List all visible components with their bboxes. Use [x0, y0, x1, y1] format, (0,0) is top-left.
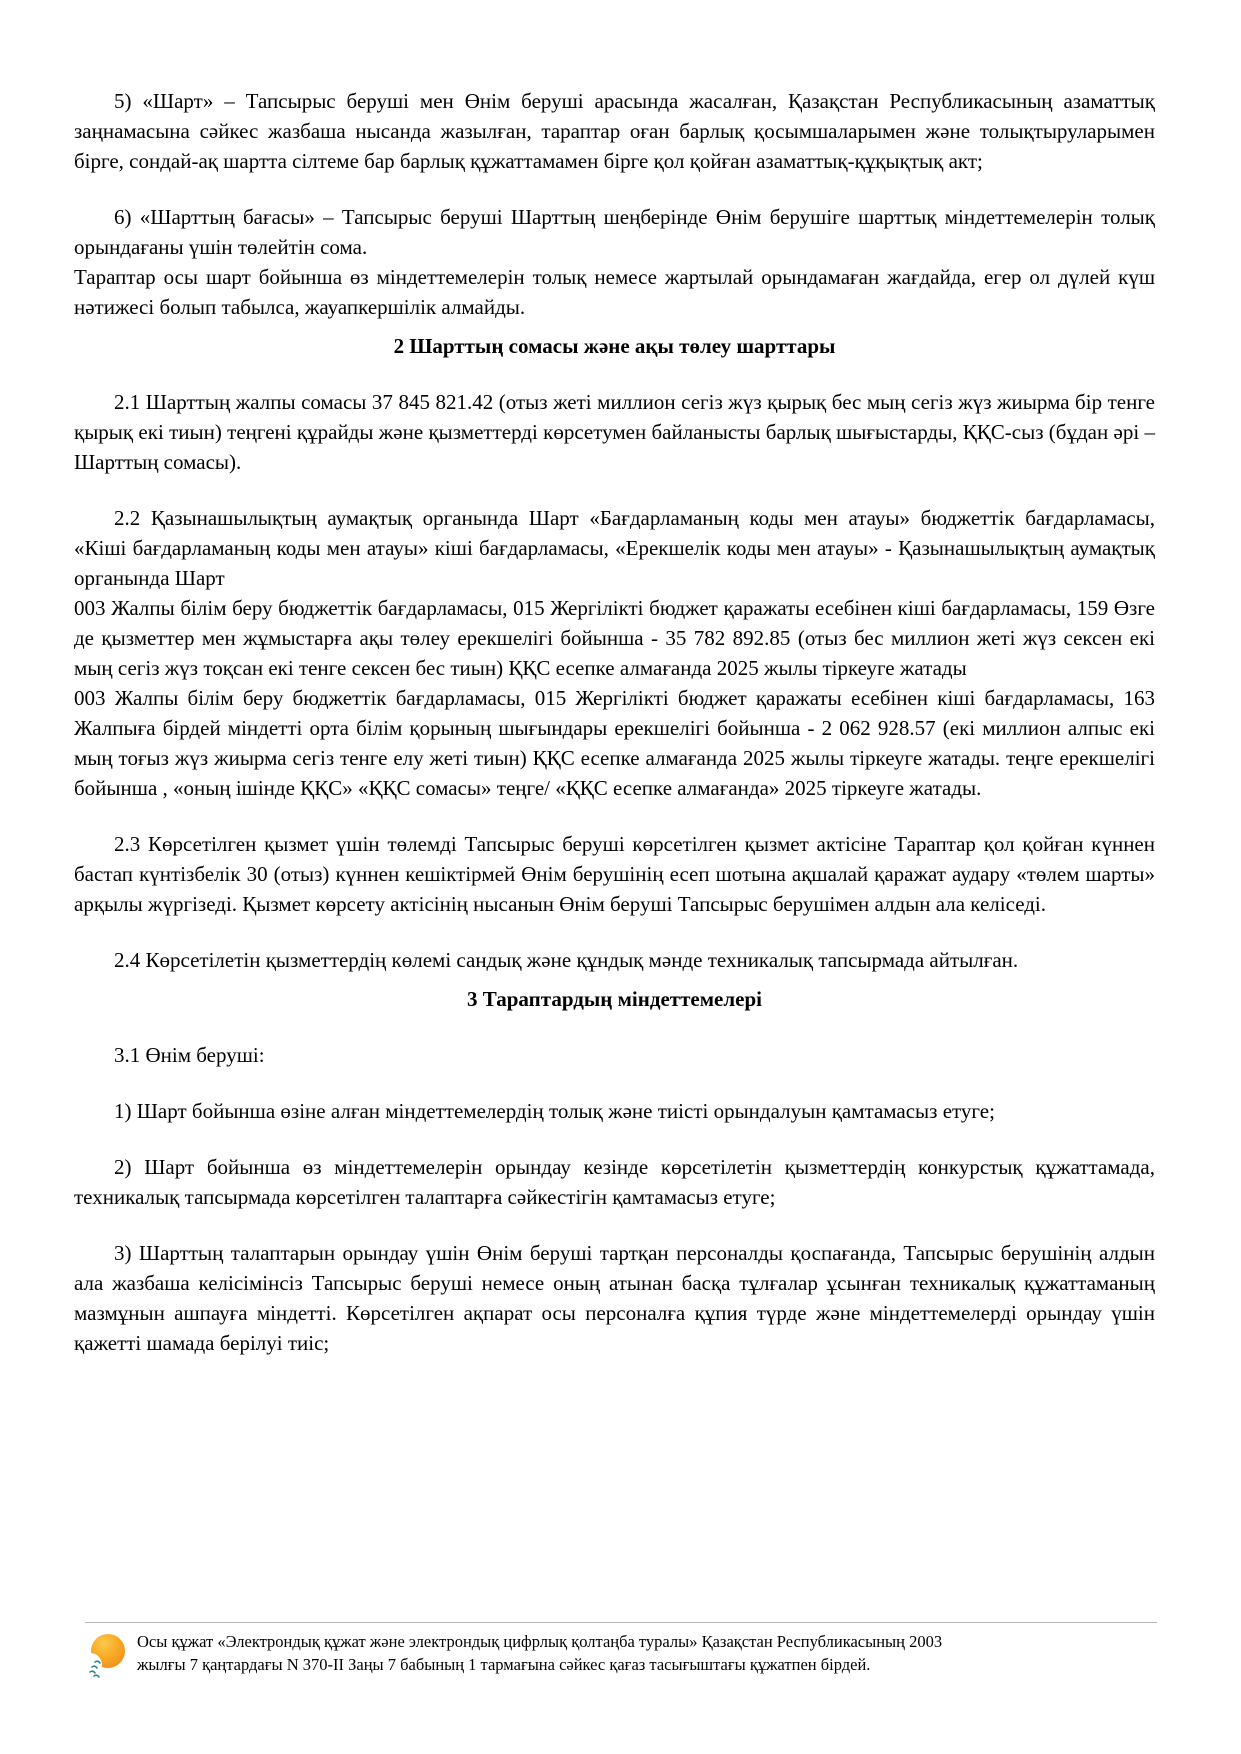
clause-3-1-item-2: 2) Шарт бойынша өз міндеттемелерін орындау кезінде көрсетілетін қызметтердің конкурстық құжаттамада, техникалық тапсырмада көрсетілген талаптарға сәйкестігін қамтамасыз етуге; [74, 1155, 1155, 1209]
clause-2-2-budget-program-159: 003 Жалпы білім беру бюджеттік бағдарламасы, 015 Жергілікті бюджет қаражаты есебінен кіші бағдарламасы, 159 Өзге де қызметтер мен жұмыстарға ақы төлеу ерекшелігі бойынша - 35 782 892.85 (отыз бес миллион жеті жүз сексен екі мың сегіз жүз тоқсан екі тенге сексен бес тиын) ҚҚС есепке алмағанда 2025 жылы тіркеуге жатады [74, 596, 1155, 680]
clause-2-2-treasury-registration: 2.2 Қазынашылықтың аумақтық органында Шарт «Бағдарламаның коды мен атауы» бюджеттік бағдарламасы, «Кіші бағдарламаның коды мен атауы» кіші бағдарламасы, «Ерекшелік коды мен атауы» - Қазынашылықтың аумақтық органында Шарт [74, 506, 1155, 590]
heading-section-3: 3 Тараптардың міндеттемелері [467, 987, 762, 1011]
clause-1-6-contract-price-definition: 6) «Шарттың бағасы» – Тапсырыс беруші Шарттың шеңберінде Өнім берушіге шарттық міндеттемелерін толық орындағаны үшін төлейтін сома. [74, 205, 1155, 259]
footer [85, 1622, 1157, 1685]
clause-force-majeure-note: Тараптар осы шарт бойынша өз міндеттемелерін толық немесе жартылай орындамаған жағдайда, егер ол дүлей күш нәтижесі болып табылса, жауапкершілік алмайды. [74, 265, 1155, 319]
document-body [74, 86, 1155, 1358]
clause-1-5-contract-definition: 5) «Шарт» – Тапсырыс беруші мен Өнім беруші арасында жасалған, Қазақстан Республикасының азаматтық заңнамасына сәйкес жазбаша нысанда жазылған, тараптар оған барлық қосымшаларымен және толықтыруларымен бірге, сондай-ақ шартта сілтеме бар барлық құжаттамамен бірге қол қойған азаматтық-құқықтық акт; [74, 89, 1155, 173]
clause-3-1-supplier: 3.1 Өнім беруші: [114, 1043, 265, 1067]
clause-2-4-service-volume: 2.4 Көрсетілетін қызметтердің көлемі сандық және құндық мәнде техникалық тапсырмада айтылған. [114, 948, 1019, 972]
clause-2-3-payment-terms: 2.3 Көрсетілген қызмет үшін төлемді Тапсырыс беруші көрсетілген қызмет актісіне Тараптар қол қойған күннен бастап күнтізбелік 30 (отыз) күннен кешіктірмей Өнім берушінің есеп шотына ақшалай қаражат аудару «төлем шарты» арқылы жүргізеді. Қызмет көрсету актісінің нысанын Өнім беруші Тапсырыс берушімен алдын ала келіседі. [74, 832, 1155, 916]
clause-2-2-budget-program-163: 003 Жалпы білім беру бюджеттік бағдарламасы, 015 Жергілікті бюджет қаражаты есебінен кіші бағдарламасы, 163 Жалпыға бірдей міндетті орта білім қорының шығындары ерекшелігі бойынша - 2 062 928.57 (екі миллион алпыс екі мың тоғыз жүз жиырма сегіз тенге елу жеті тиын) ҚҚС есепке алмағанда 2025 жылы тіркеуге жатады. теңге ерекшелігі бойынша , «оның ішінде ҚҚС» «ҚҚС сомасы» теңге/ «ҚҚС есепке алмағанда» 2025 тіркеуге жатады. [74, 686, 1155, 800]
clause-3-1-item-1: 1) Шарт бойынша өзіне алған міндеттемелердің толық және тиісті орындалуын қамтамасыз етуге; [114, 1099, 995, 1123]
heading-section-2: 2 Шарттың сомасы және ақы төлеу шарттары [393, 334, 836, 358]
footer-legal-text: Осы құжат «Электрондық құжат және электрондық цифрлық қолтаңба туралы» Қазақстан Республикасының 2003 жылғы 7 қаңтардағы N 370-II Заңы 7 бабының 1 тармағына сәйкес қағаз тасығыштағы құжатпен бірдей. [137, 1632, 943, 1674]
egov-stamp-icon [85, 1632, 127, 1685]
clause-2-1-total-sum: 2.1 Шарттың жалпы сомасы 37 845 821.42 (отыз жеті миллион сегіз жүз қырық бес мың сегіз жүз жиырма бір тенге қырық екі тиын) теңгені құрайды және қызметтерді көрсетумен байланысты барлық шығыстарды, ҚҚС-сыз (бұдан әрі – Шарттың сомасы). [74, 390, 1155, 474]
clause-3-1-item-3: 3) Шарттың талаптарын орындау үшін Өнім беруші тартқан персоналды қоспағанда, Тапсырыс берушінің алдын ала жазбаша келісімінсіз Тапсырыс беруші немесе оның атынан басқа тұлғалар ұсынған техникалық құжаттаманың мазмұнын ашпауға міндетті. Көрсетілген ақпарат осы персоналға құпия түрде және міндеттемелерді орындау үшін қажетті шамада берілуі тиіс; [74, 1241, 1155, 1355]
